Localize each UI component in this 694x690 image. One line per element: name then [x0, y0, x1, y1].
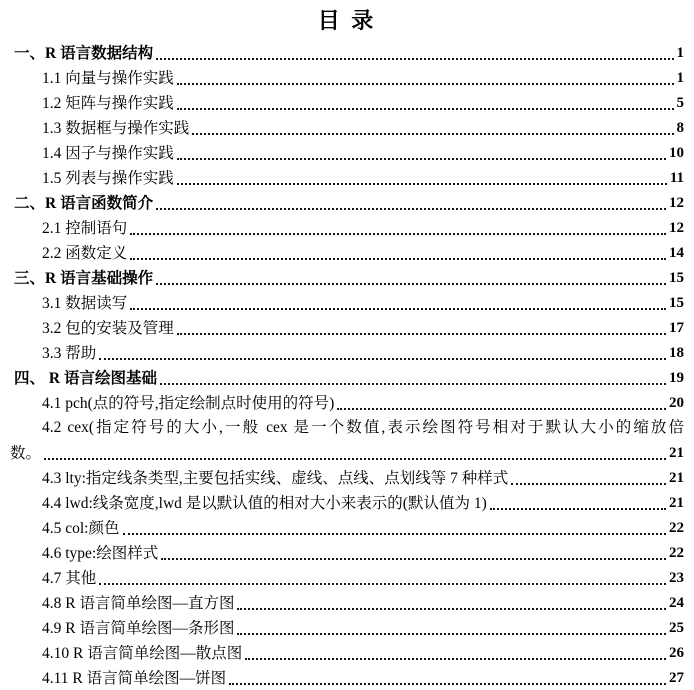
page-number: 12 — [669, 220, 684, 236]
toc-entry[interactable] — [0, 240, 684, 265]
dot-leader — [160, 383, 666, 385]
dot-leader — [229, 683, 666, 685]
toc-entry-label: 3.1 数据读写 — [42, 295, 128, 312]
toc-entry-label: 4.7 其他 — [42, 570, 97, 587]
table-of-contents — [0, 40, 694, 690]
dot-leader — [511, 483, 666, 485]
toc-entry-label: 一、R 语言数据结构 — [14, 45, 154, 62]
dot-leader — [177, 83, 674, 85]
dot-leader — [490, 508, 666, 510]
page-number: 11 — [669, 170, 684, 186]
toc-entry[interactable] — [0, 40, 684, 65]
toc-entry[interactable] — [0, 440, 684, 465]
toc-entry[interactable] — [0, 215, 684, 240]
page-number: 18 — [669, 345, 684, 361]
toc-entry[interactable] — [0, 90, 684, 115]
toc-entry-label: 四、 R 语言绘图基础 — [14, 370, 157, 387]
dot-leader — [99, 583, 666, 585]
dot-leader — [44, 458, 666, 460]
page-number: 12 — [669, 195, 684, 211]
toc-entry-label: 三、R 语言基础操作 — [14, 270, 154, 287]
toc-entry[interactable] — [0, 290, 684, 315]
dot-leader — [192, 133, 673, 135]
toc-entry-label: 3.3 帮助 — [42, 345, 97, 362]
dot-leader — [156, 208, 666, 210]
page-number: 14 — [669, 245, 684, 261]
toc-entry-label: 4.3 lty:指定线条类型,主要包括实线、虚线、点线、点划线等 7 种样式 — [42, 470, 509, 487]
page-number: 27 — [669, 670, 684, 686]
toc-entry-label: 1.2 矩阵与操作实践 — [42, 95, 174, 112]
toc-entry-label: 2.2 函数定义 — [42, 245, 128, 262]
page-number: 15 — [669, 270, 684, 286]
page-number: 15 — [669, 295, 684, 311]
page-number: 5 — [676, 95, 684, 111]
toc-entry-label: 二、R 语言函数简介 — [14, 195, 154, 212]
dot-leader — [161, 558, 666, 560]
dot-leader — [130, 233, 666, 235]
toc-entry[interactable] — [0, 390, 684, 415]
dot-leader — [337, 408, 666, 410]
toc-entry[interactable] — [0, 515, 684, 540]
dot-leader — [237, 608, 666, 610]
toc-entry[interactable] — [0, 65, 684, 90]
page-number: 1 — [676, 45, 684, 61]
toc-entry[interactable] — [0, 590, 684, 615]
toc-entry-label: 数。 — [10, 445, 42, 462]
toc-entry[interactable] — [0, 490, 684, 515]
toc-entry[interactable] — [0, 165, 684, 190]
toc-entry-label: 4.9 R 语言简单绘图—条形图 — [42, 620, 235, 637]
toc-entry-label: 4.11 R 语言简单绘图—饼图 — [42, 670, 227, 687]
page-number: 21 — [669, 445, 684, 461]
toc-entry-label: 4.2 cex(指定符号的大小,一般 cex 是一个数值,表示绘图符号相对于默认大小的缩放倍 — [42, 419, 684, 436]
page-number: 8 — [676, 120, 684, 136]
page-number: 1 — [676, 70, 684, 86]
page-number: 23 — [669, 570, 684, 586]
dot-leader — [177, 183, 667, 185]
dot-leader — [237, 633, 666, 635]
toc-entry-label: 4.4 lwd:线条宽度,lwd 是以默认值的相对大小来表示的(默认值为 1) — [42, 495, 487, 512]
toc-entry[interactable] — [0, 540, 684, 565]
toc-entry[interactable] — [0, 615, 684, 640]
toc-entry-label: 1.4 因子与操作实践 — [42, 145, 174, 162]
page-number: 22 — [669, 520, 684, 536]
toc-entry-label: 1.1 向量与操作实践 — [42, 70, 174, 87]
dot-leader — [177, 333, 666, 335]
toc-entry-label: 3.2 包的安装及管理 — [42, 320, 174, 337]
dot-leader — [130, 258, 666, 260]
page-number: 24 — [669, 595, 684, 611]
toc-entry[interactable] — [0, 415, 684, 440]
page-number: 22 — [669, 545, 684, 561]
toc-entry[interactable] — [0, 265, 684, 290]
toc-entry-label: 4.6 type:绘图样式 — [42, 545, 159, 562]
page-number: 25 — [669, 620, 684, 636]
toc-entry-label: 4.5 col:颜色 — [42, 520, 120, 537]
dot-leader — [177, 108, 674, 110]
toc-entry[interactable] — [0, 565, 684, 590]
page-number: 17 — [669, 320, 684, 336]
page-number: 10 — [669, 145, 684, 161]
toc-entry-label: 4.8 R 语言简单绘图—直方图 — [42, 595, 235, 612]
toc-entry[interactable] — [0, 315, 684, 340]
page-number: 21 — [669, 495, 684, 511]
toc-entry[interactable] — [0, 140, 684, 165]
toc-entry-label: 4.1 pch(点的符号,指定绘制点时使用的符号) — [42, 395, 335, 412]
toc-entry-label: 1.5 列表与操作实践 — [42, 170, 174, 187]
page-title: 目 录 — [317, 8, 377, 33]
toc-entry-label: 1.3 数据框与操作实践 — [42, 120, 190, 137]
dot-leader — [156, 58, 673, 60]
page-number: 19 — [669, 370, 684, 386]
dot-leader — [245, 658, 666, 660]
toc-entry-label: 2.1 控制语句 — [42, 220, 128, 237]
toc-entry[interactable] — [0, 465, 684, 490]
page-number: 21 — [669, 470, 684, 486]
toc-entry[interactable] — [0, 365, 684, 390]
dot-leader — [123, 533, 667, 535]
toc-entry[interactable] — [0, 640, 684, 665]
dot-leader — [156, 283, 666, 285]
toc-entry[interactable] — [0, 340, 684, 365]
toc-entry[interactable] — [0, 115, 684, 140]
toc-entry[interactable] — [0, 190, 684, 215]
toc-entry-label: 4.10 R 语言简单绘图—散点图 — [42, 645, 243, 662]
page-number: 20 — [669, 395, 684, 411]
dot-leader — [130, 308, 666, 310]
dot-leader — [99, 358, 666, 360]
dot-leader — [177, 158, 666, 160]
page-number: 26 — [669, 645, 684, 661]
toc-entry[interactable] — [0, 665, 684, 690]
